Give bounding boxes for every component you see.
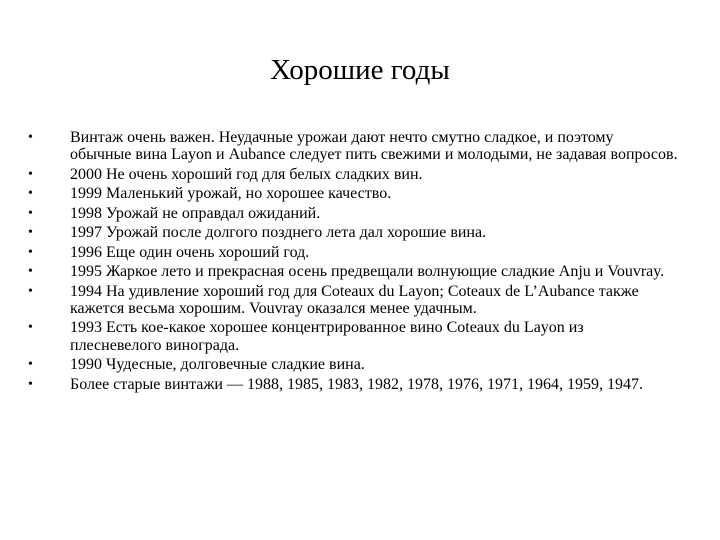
list-item-text: 1999 Маленький урожай, но хорошее качество.: [70, 185, 392, 203]
bullet-icon: •: [28, 264, 33, 280]
list-item-text: 1998 Урожай не оправдал ожиданий.: [70, 204, 321, 222]
list-item-text: 1997 Урожай после долгого позднего лета дал хорошие вина.: [70, 224, 487, 242]
list-item-text: 1990 Чудесные, долговечные сладкие вина.: [70, 356, 365, 374]
bullet-icon: •: [28, 244, 33, 260]
bullet-icon: •: [28, 357, 33, 373]
list-item: [28, 376, 688, 393]
list-item-text: Более старые винтажи — 1988, 1985, 1983, 1982, 1978, 1976, 1971, 1964, 1959, 1947.: [70, 375, 643, 393]
list-item: [28, 185, 688, 202]
list-item: [28, 129, 688, 164]
list-item: [28, 283, 688, 318]
bullet-icon: •: [28, 130, 33, 145]
bullet-icon: •: [28, 320, 33, 336]
list-item: [28, 205, 688, 222]
list-item-text: 2000 Не очень хороший год для белых сладких вин.: [70, 165, 423, 183]
bullet-icon: •: [28, 186, 33, 202]
list-item: [28, 356, 688, 373]
bullet-list: [28, 129, 688, 395]
list-item: [28, 244, 688, 261]
list-item: [28, 166, 688, 183]
list-item-text: 1993 Есть кое-какое хорошее концентрированное вино Coteaux du Layon из плесневелого винограда.: [70, 319, 584, 354]
list-item-text: 1995 Жаркое лето и прекрасная осень предвещали волнующие сладкие Anju и Vouvray.: [70, 263, 665, 281]
bullet-icon: •: [28, 205, 33, 221]
bullet-icon: •: [28, 376, 33, 392]
list-item-text: 1994 На удивление хороший год для Coteaux du Layon; Coteaux de L’Aubance также кажется весьма хорошим. Vouvray оказался менее удачным.: [70, 282, 639, 317]
list-item: [28, 319, 688, 354]
bullet-icon: •: [28, 283, 33, 299]
list-item: [28, 224, 688, 241]
bullet-icon: •: [28, 225, 33, 241]
bullet-icon: •: [28, 166, 33, 182]
list-item-text: 1996 Еще один очень хороший год.: [70, 243, 310, 261]
slide-title: Хорошие годы: [270, 54, 450, 86]
list-item: [28, 263, 688, 280]
list-item-text: Винтаж очень важен. Неудачные урожаи дают нечто смутно сладкое, и поэтому обычные вина Layon и Aubance следует пить свежими и молодыми, не задавая вопросов.: [70, 129, 678, 164]
